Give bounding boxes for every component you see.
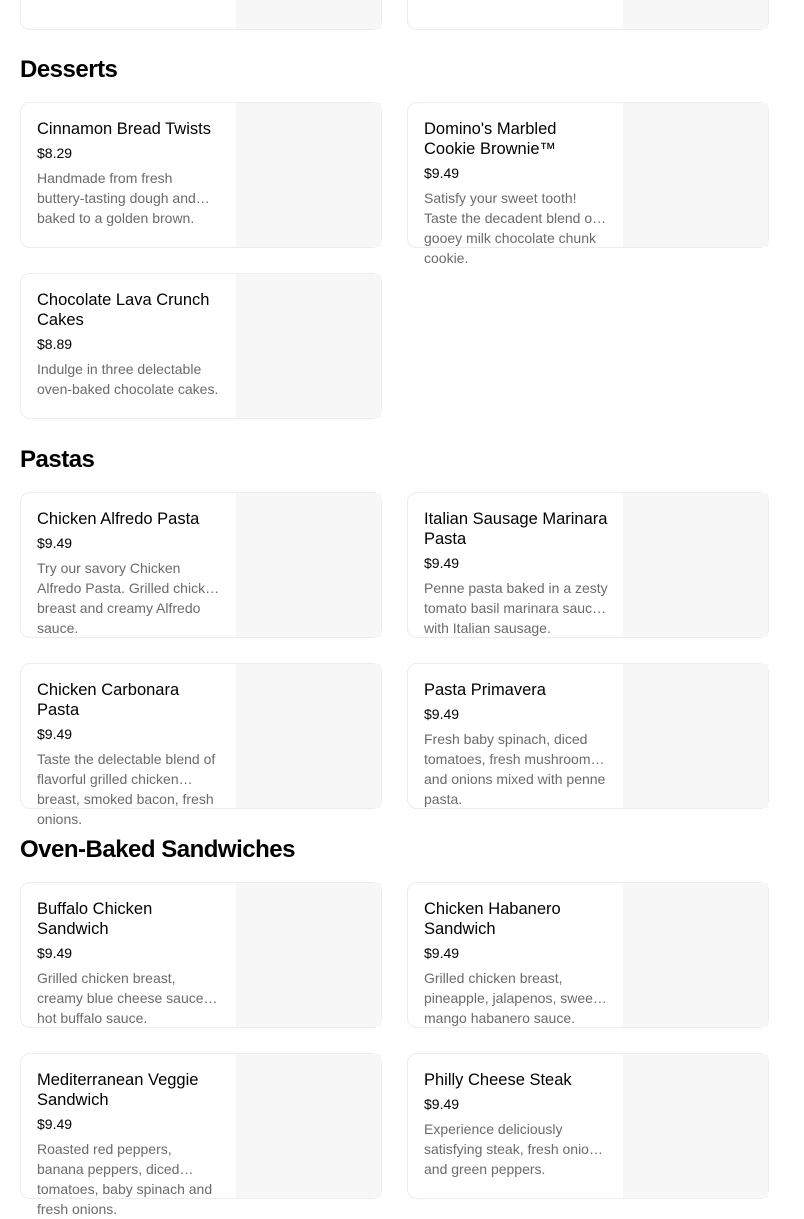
menu-item-card[interactable] (407, 663, 769, 809)
menu-item-description: Handmade from fresh buttery-tasting dough and baked to a golden brown. (37, 170, 196, 226)
menu-item-price: $9.49 (37, 726, 73, 742)
menu-item-price: $8.29 (37, 145, 73, 161)
menu-item-name: Domino's Marbled Cookie Brownie™ (424, 120, 557, 158)
menu-item-description: Grilled chicken breast, creamy blue cheese sauce, hot buffalo sauce. (37, 970, 208, 1026)
menu-item-price: $9.49 (37, 945, 73, 961)
menu-item-description: Try our savory Chicken Alfredo Pasta. Grilled chicken breast and creamy Alfredo sauce. (37, 560, 221, 636)
menu-item-name: Mediterranean Veggie Sandwich (37, 1071, 199, 1109)
menu-item-image (623, 0, 768, 29)
menu-item-image (236, 1054, 381, 1198)
menu-item-description: Grilled chicken breast, pineapple, jalapenos, sweet mango habanero sauce. (424, 970, 597, 1026)
menu-item-image (236, 493, 381, 637)
menu-item-name: Buffalo Chicken Sandwich (37, 900, 153, 938)
menu-item-image (623, 1054, 768, 1198)
menu-item-name: Chicken Carbonara Pasta (37, 681, 180, 719)
menu-item-name: Italian Sausage Marinara Pasta (424, 510, 608, 548)
menu-item-name: Chocolate Lava Crunch Cakes (37, 291, 210, 329)
menu-item-card[interactable] (407, 1053, 769, 1199)
menu-item-name: Philly Cheese Steak (424, 1071, 572, 1089)
menu-item-name: Chicken Habanero Sandwich (424, 900, 561, 938)
menu-item-card[interactable] (407, 882, 769, 1028)
menu-item-card[interactable] (407, 102, 769, 266)
menu-item-card[interactable] (20, 882, 382, 1028)
menu-item-description: Satisfy your sweet tooth! Taste the decadent blend of gooey milk chocolate chunk cookie. (424, 190, 597, 266)
menu-item-image (623, 493, 768, 637)
menu-item-price: $9.49 (424, 165, 460, 181)
menu-item-price: $9.49 (424, 555, 460, 571)
menu-item-card[interactable] (407, 492, 769, 638)
menu-item-price: $9.49 (424, 945, 460, 961)
menu-item-name: Chicken Alfredo Pasta (37, 510, 200, 528)
menu-item-card-partial-left[interactable] (20, 0, 382, 30)
menu-item-description: Roasted red peppers, banana peppers, diced tomatoes, baby spinach and fresh onions. (37, 1141, 213, 1217)
section-title-oven-baked-sandwiches: Oven-Baked Sandwiches (20, 836, 295, 863)
menu-item-description: Indulge in three delectable oven-baked chocolate cakes. (37, 361, 219, 397)
menu-item-price: $9.49 (37, 535, 73, 551)
menu-item-price: $9.49 (37, 1116, 73, 1132)
menu-item-card[interactable] (20, 102, 382, 248)
menu-item-image (236, 883, 381, 1027)
section-title-pastas: Pastas (20, 446, 95, 473)
menu-item-card-partial-right[interactable] (407, 0, 769, 30)
menu-item-description: Experience deliciously satisfying steak, fresh onions and green peppers. (424, 1121, 604, 1177)
menu-item-image (236, 0, 381, 29)
menu-item-image (236, 103, 381, 247)
menu-item-image (236, 664, 381, 808)
menu-item-card[interactable] (20, 492, 382, 638)
menu-item-price: $9.49 (424, 706, 460, 722)
menu-item-card[interactable] (20, 1053, 382, 1217)
menu-item-card[interactable] (20, 273, 382, 419)
menu-item-description: Taste the delectable blend of flavorful grilled chicken breast, smoked bacon, fresh onions. (37, 751, 216, 827)
menu-item-price: $9.49 (424, 1096, 460, 1112)
menu-item-description: Fresh baby spinach, diced tomatoes, fresh mushrooms and onions mixed with penne pasta. (424, 731, 606, 807)
menu-item-image (623, 883, 768, 1027)
menu-item-image (623, 664, 768, 808)
menu-item-image (236, 274, 381, 418)
section-title-desserts: Desserts (20, 56, 118, 83)
menu-item-card[interactable] (20, 663, 382, 827)
menu-item-description: Penne pasta baked in a zesty tomato basil marinara sauce with Italian sausage. (424, 580, 608, 636)
menu-item-name: Pasta Primavera (424, 681, 546, 699)
menu-item-name: Cinnamon Bread Twists (37, 120, 211, 138)
menu-item-price: $8.89 (37, 336, 73, 352)
menu-item-image (623, 103, 768, 247)
